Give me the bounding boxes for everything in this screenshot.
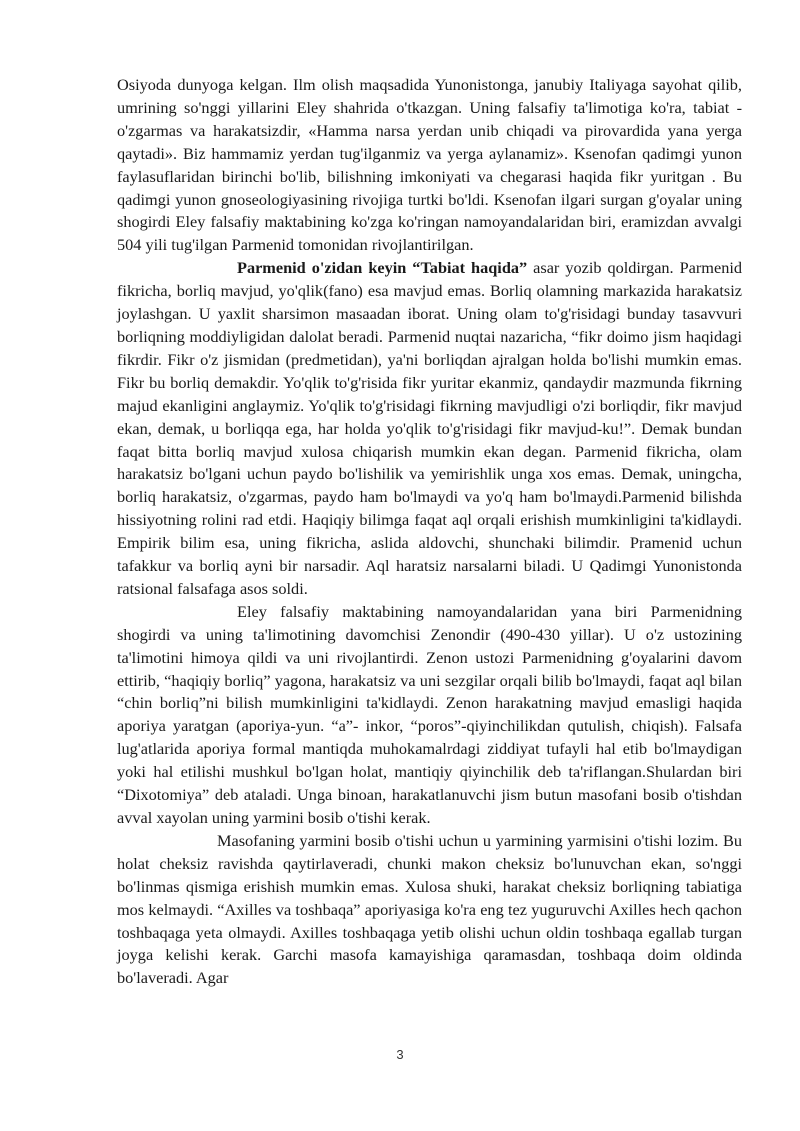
paragraph-bold-lead: Parmenid o'zidan keyin “Tabiat haqida” bbox=[237, 258, 528, 278]
paragraph-text: Eley falsafiy maktabining namoyandalaridan yana biri Parmenidning shogirdi va uning ta'limotining davomchisi Zenondir (490-430 yillar). U o'z ustozining ta'limotini himoya qildi va uni rivojlantirdi. Zenon ustozi Parmenidning g'oyalarini davom ettirib, “haqiqiy borliq” yagona, harakatsiz va uni sezgilar orqali bilib bo'lmaydi, faqat aql bilan “chin borliq”ni bilish mumkinligini ta'kidlaydi. Zenon harakatning mavjud emasligi haqida aporiya yaratgan (aporiya-yun. “a”- inkor, “poros”-qiyinchilikdan qutulish, chiqish). Falsafa lug'atlarida aporiya formal mantiqda muhokamalrdagi ziddiyat tufayli hal etib bo'lmaydigan yoki hal etilishi mushkul bo'lgan holat, mantiqiy qiyinchilik deb ta'riflangan.Shulardan biri “Dixotomiya” deb ataladi. Unga binoan, harakatlanuvchi jism butun masofani bosib o'tishdan avval xayolan uning yarmini bosib o'tishi kerak. bbox=[117, 601, 742, 827]
page-number: 3 bbox=[396, 1047, 404, 1062]
paragraph-zenon bbox=[117, 601, 742, 830]
paragraph-ksenofan bbox=[117, 74, 742, 257]
paragraph-parmenid bbox=[117, 257, 742, 601]
paragraph-text: asar yozib qoldirgan. Parmenid fikricha, borliq mavjud, yo'qlik(fano) esa mavjud emas. Borliq olamning markazida harakatsiz joylashgan. U yaxlit sharsimon masaadan iborat. Uning olam to'g'risidagi bunday tasavvuri borliqning moddiyligidan dalolat beradi. Parmenid nuqtai nazaricha, “fikr doimo jism haqidagi fikrdir. Fikr o'z jismidan (predmetidan), ya'ni borliqdan ajralgan holda bo'lishi mumkin emas. Fikr bu borliq demakdir. Yo'qlik to'g'risida fikr yuritar ekanmiz, qandaydir mazmunda fikrning majud ekanligini anglaymiz. Yo'qlik to'g'risidagi fikrning mavjudligi o'zi borliqdir, fikr mavjud ekan, demak, u borliqqa ega, har holda yo'qlik to'g'risidagi fikr mavjud-ku!”. Demak bundan faqat bitta borliq mavjud xulosa chiqarish mumkin ekan degan. Parmenid fikricha, olam harakatsiz bo'lgani uchun paydo bo'lishilik va yemirishlik unga xos emas. Demak, uningcha, borliq harakatsiz, o'zgarmas, paydo ham bo'lmaydi va yo'q ham bo'lmaydi.Parmenid bilishda hissiyotning rolini rad etdi. Haqiqiy bilimga faqat aql orqali erishish mumkinligini ta'kidlaydi. Empirik bilim esa, uning fikricha, aslida aldovchi, shunchaki bilimdir. Pramenid uchun tafakkur va borliq ayni bir narsadir. Aql haratsiz narsalarni biladi. U Qadimgi Yunonistonda ratsional falsafaga asos soldi. bbox=[117, 258, 742, 598]
paragraph-dixotomiya bbox=[117, 830, 742, 990]
paragraph-text: Osiyoda dunyoga kelgan. Ilm olish maqsadida Yunonistonga, janubiy Italiyaga sayohat qilib, umrining so'nggi yillarini Eley shahrida o'tkazgan. Uning falsafiy ta'limotiga ko'ra, tabiat - o'zgarmas va harakatsizdir, «Hamma narsa yerdan unib chiqadi va pirovardida yana yerga qaytadi». Biz hammamiz yerdan tug'ilganmiz va yerga aylanamiz». Ksenofan qadimgi yunon faylasuflaridan birinchi bo'lib, bilishning imkoniyati va chegarasi haqida fikr yuritgan . Bu qadimgi yunon gnoseologiyasining rivojiga turtki bo'ldi. Ksenofan ilgari surgan g'oyalar uning shogirdi Eley falsafiy maktabining ko'zga ko'ringan namoyandalaridan biri, eramizdan avvalgi 504 yili tug'ilgan Parmenid tomonidan rivojlantirilgan. bbox=[117, 75, 742, 255]
document-body bbox=[117, 74, 742, 990]
paragraph-text: Masofaning yarmini bosib o'tishi uchun u yarmining yarmisini o'tishi lozim. Bu holat cheksiz ravishda qaytirlaveradi, chunki makon cheksiz bo'lunuvchan ekan, so'nggi bo'linmas qismiga erishish mumkin emas. Xulosa shuki, harakat cheksiz borliqning tabiatiga mos kelmaydi. “Axilles va toshbaqa” aporiyasiga ko'ra eng tez yuguruvchi Axilles hech qachon toshbaqaga yeta olmaydi. Axilles toshbaqaga yetib olishi uchun oldin toshbaqa egallab turgan joyga kelishi kerak. Garchi masofa kamayishiga qaramasdan, toshbaqa doim oldinda bo'laveradi. Agar bbox=[117, 830, 742, 988]
